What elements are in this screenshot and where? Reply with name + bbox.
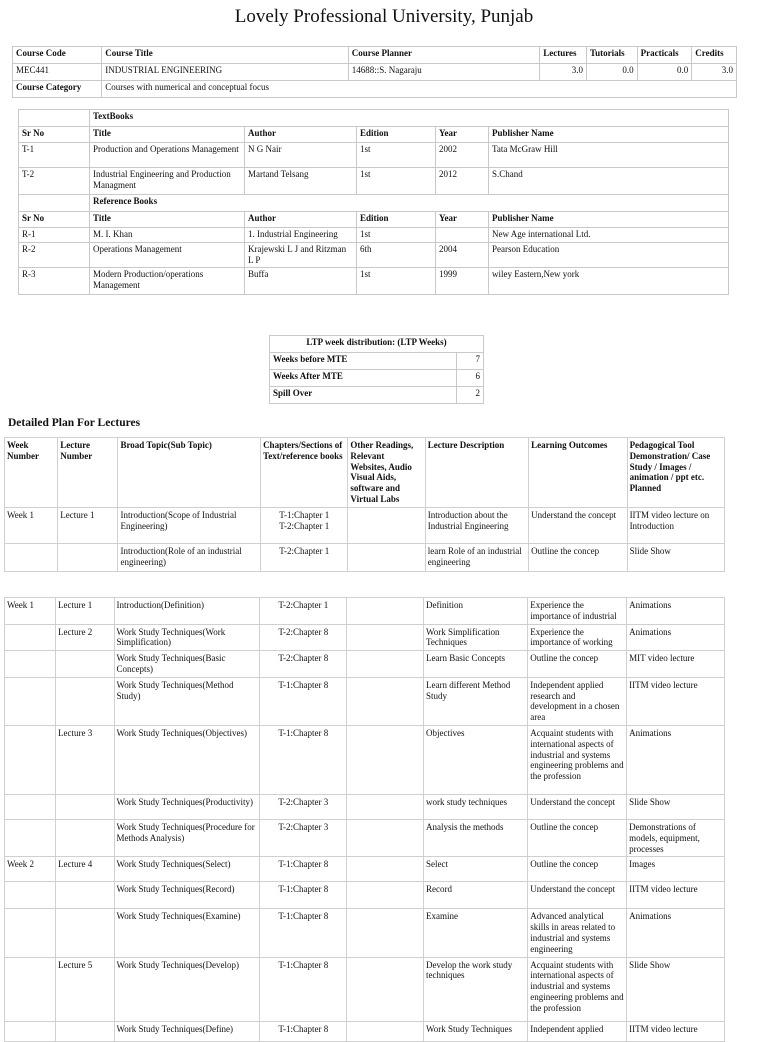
course-category-row xyxy=(13,81,737,98)
col-week-number: Week Number xyxy=(5,438,58,508)
tool-cell: IITM video lecture xyxy=(627,677,725,725)
outcomes-cell: Experience the importance of industrial xyxy=(528,598,627,625)
week-cell xyxy=(5,624,56,651)
topic-cell: Introduction(Scope of Industrial Engineering) xyxy=(118,507,261,543)
table-row xyxy=(5,598,725,625)
topic-cell: Work Study Techniques(Productivity) xyxy=(114,794,260,819)
chapters-cell: T-2:Chapter 8 xyxy=(260,651,347,678)
value-tutorials: 0.0 xyxy=(586,64,637,81)
topic-cell: Work Study Techniques(Develop) xyxy=(114,957,260,1021)
label-credits: Credits xyxy=(692,47,737,64)
course-header-table xyxy=(12,46,737,98)
cell: 1. Industrial Engineering xyxy=(245,228,357,243)
cell: 2004 xyxy=(436,243,489,268)
value-course-planner: 14688::S. Nagaraju xyxy=(348,64,540,81)
chapters-cell: T-2:Chapter 3 xyxy=(260,819,347,856)
table-row xyxy=(5,624,725,651)
cell: R-2 xyxy=(19,243,90,268)
week-cell xyxy=(5,651,56,678)
cell: Buffa xyxy=(245,268,357,295)
table-row xyxy=(270,370,484,387)
outcomes-cell: Understand the concept xyxy=(528,882,627,909)
col-publisher: Publisher Name xyxy=(489,212,729,228)
outcomes-cell: Outline the concep xyxy=(528,651,627,678)
ltp-heading-row xyxy=(270,336,484,353)
empty-cell xyxy=(19,195,90,212)
other-readings-cell xyxy=(347,794,424,819)
value-course-code: MEC441 xyxy=(13,64,102,81)
label-course-planner: Course Planner xyxy=(348,47,540,64)
cell: 1st xyxy=(357,143,436,168)
tool-cell: Slide Show xyxy=(627,543,724,571)
other-readings-cell xyxy=(347,819,424,856)
ltp-table xyxy=(269,335,484,404)
course-header-labels-row xyxy=(13,47,737,64)
description-cell: Objectives xyxy=(423,725,527,794)
outcomes-cell: Understand the concept xyxy=(529,507,627,543)
lecture-cell: Lecture 1 xyxy=(58,507,118,543)
col-pedagogical-tool: Pedagogical Tool Demonstration/ Case Study / Images / animation / ppt etc. Planned xyxy=(627,438,724,508)
cell: New Age international Ltd. xyxy=(489,228,729,243)
reference-columns-row xyxy=(19,212,729,228)
lecture-cell: Lecture 5 xyxy=(56,957,114,1021)
chapters-cell: T-1:Chapter 8 xyxy=(260,857,347,882)
outcomes-cell: Acquaint students with international aspects of industrial and systems engineering problems and the profession xyxy=(528,957,627,1021)
col-year: Year xyxy=(436,127,489,143)
ltp-heading: LTP week distribution: (LTP Weeks) xyxy=(270,336,484,353)
col-lecture-number: Lecture Number xyxy=(58,438,118,508)
col-publisher: Publisher Name xyxy=(489,127,729,143)
cell: Tata McGraw Hill xyxy=(489,143,729,168)
col-other-readings: Other Readings, Relevant Websites, Audio Visual Aids, software and Virtual Labs xyxy=(348,438,425,508)
table-row xyxy=(5,507,725,543)
reference-heading-row xyxy=(19,195,729,212)
col-author: Author xyxy=(245,127,357,143)
table-row xyxy=(19,268,729,295)
week-cell xyxy=(5,794,56,819)
description-cell: Record xyxy=(423,882,527,909)
table-row xyxy=(19,243,729,268)
chapters-cell: T-1:Chapter 8 xyxy=(260,909,347,957)
plan-header-row xyxy=(5,438,725,508)
col-author: Author xyxy=(245,212,357,228)
cell: Modern Production/operations Management xyxy=(90,268,245,295)
description-cell: Examine xyxy=(423,909,527,957)
table-row xyxy=(5,651,725,678)
description-cell: Work Simplification Techniques xyxy=(423,624,527,651)
col-learning-outcomes: Learning Outcomes xyxy=(529,438,627,508)
lecture-cell xyxy=(56,819,114,856)
topic-cell: Work Study Techniques(Record) xyxy=(114,882,260,909)
cell: 1999 xyxy=(436,268,489,295)
col-edition: Edition xyxy=(357,212,436,228)
description-cell: Analysis the methods xyxy=(423,819,527,856)
outcomes-cell: Understand the concept xyxy=(528,794,627,819)
ltp-value: 6 xyxy=(457,370,484,387)
lecture-cell xyxy=(56,909,114,957)
topic-cell: Work Study Techniques(Objectives) xyxy=(114,725,260,794)
cell: 6th xyxy=(357,243,436,268)
table-row xyxy=(5,677,725,725)
cell: Krajewski L J and Ritzman L P xyxy=(245,243,357,268)
ltp-value: 2 xyxy=(457,387,484,404)
outcomes-cell: Experience the importance of working xyxy=(528,624,627,651)
table-row xyxy=(270,353,484,370)
description-cell: Work Study Techniques xyxy=(423,1021,527,1041)
cell: Operations Management xyxy=(90,243,245,268)
lecture-cell: Lecture 3 xyxy=(56,725,114,794)
other-readings-cell xyxy=(347,725,424,794)
topic-cell: Introduction(Role of an industrial engineering) xyxy=(118,543,261,571)
col-broad-topic: Broad Topic(Sub Topic) xyxy=(118,438,261,508)
table-row xyxy=(19,143,729,168)
label-course-title: Course Title xyxy=(102,47,348,64)
ltp-label: Weeks before MTE xyxy=(270,353,457,370)
label-course-category: Course Category xyxy=(13,81,102,98)
week-cell xyxy=(5,882,56,909)
university-title: Lovely Professional University, Punjab xyxy=(234,6,534,27)
table-row xyxy=(5,857,725,882)
cell: 2002 xyxy=(436,143,489,168)
outcomes-cell: Outline the concep xyxy=(528,857,627,882)
week-cell xyxy=(5,957,56,1021)
table-row xyxy=(5,794,725,819)
tool-cell: IITM video lecture xyxy=(627,882,725,909)
description-cell: Introduction about the Industrial Engineering xyxy=(425,507,528,543)
cell: N G Nair xyxy=(245,143,357,168)
cell: 1st xyxy=(357,268,436,295)
table-row xyxy=(5,725,725,794)
other-readings-cell xyxy=(347,857,424,882)
week-cell: Week 1 xyxy=(5,507,58,543)
value-credits: 3.0 xyxy=(692,64,737,81)
tool-cell: Animations xyxy=(627,725,725,794)
textbooks-heading: TextBooks xyxy=(90,110,729,127)
chapters-cell: T-1:Chapter 8 xyxy=(260,1021,347,1041)
outcomes-cell: Acquaint students with international aspects of industrial and systems engineering problems and the profession xyxy=(528,725,627,794)
value-lectures: 3.0 xyxy=(540,64,587,81)
cell: Martand Telsang xyxy=(245,168,357,195)
col-title: Title xyxy=(90,212,245,228)
label-tutorials: Tutorials xyxy=(586,47,637,64)
tool-cell: Animations xyxy=(627,624,725,651)
value-practicals: 0.0 xyxy=(637,64,692,81)
cell xyxy=(436,228,489,243)
col-edition: Edition xyxy=(357,127,436,143)
ltp-label: Spill Over xyxy=(270,387,457,404)
cell: M. I. Khan xyxy=(90,228,245,243)
chapters-cell: T-1:Chapter 8 xyxy=(260,677,347,725)
lecture-cell xyxy=(56,794,114,819)
ltp-value: 7 xyxy=(457,353,484,370)
lecture-cell xyxy=(56,651,114,678)
cell: 2012 xyxy=(436,168,489,195)
col-lecture-description: Lecture Description xyxy=(425,438,528,508)
tool-cell: IITM video lecture xyxy=(627,1021,725,1041)
table-row xyxy=(19,228,729,243)
cell: 1st xyxy=(357,168,436,195)
lecture-cell xyxy=(56,882,114,909)
tool-cell: Animations xyxy=(627,909,725,957)
col-chapters: Chapters/Sections of Text/reference books xyxy=(261,438,348,508)
outcomes-cell: Outline the concep xyxy=(528,819,627,856)
chapters-cell: T-1:Chapter 8 xyxy=(260,725,347,794)
outcomes-cell: Independent applied xyxy=(528,1021,627,1041)
empty-cell xyxy=(19,110,90,127)
tool-cell: Slide Show xyxy=(627,794,725,819)
week-cell xyxy=(5,1021,56,1041)
table-row xyxy=(5,1021,725,1041)
cell: Industrial Engineering and Production Managment xyxy=(90,168,245,195)
lecture-plan-table-1 xyxy=(4,437,725,572)
detailed-plan-heading: Detailed Plan For Lectures xyxy=(8,417,141,429)
cell: T-2 xyxy=(19,168,90,195)
col-year: Year xyxy=(436,212,489,228)
week-cell xyxy=(5,909,56,957)
outcomes-cell: Advanced analytical skills in areas related to industrial and systems engineering xyxy=(528,909,627,957)
other-readings-cell xyxy=(348,543,425,571)
cell: Pearson Education xyxy=(489,243,729,268)
chapters-cell: T-2:Chapter 8 xyxy=(260,624,347,651)
outcomes-cell: Outline the concep xyxy=(529,543,627,571)
other-readings-cell xyxy=(347,957,424,1021)
chapters-cell: T-2:Chapter 1 xyxy=(260,598,347,625)
week-cell: Week 1 xyxy=(5,598,56,625)
outcomes-cell: Independent applied research and development in a chosen area xyxy=(528,677,627,725)
tool-cell: MIT video lecture xyxy=(627,651,725,678)
description-cell: Select xyxy=(423,857,527,882)
cell: 1st xyxy=(357,228,436,243)
lecture-cell xyxy=(58,543,118,571)
topic-cell: Work Study Techniques(Procedure for Methods Analysis) xyxy=(114,819,260,856)
lecture-cell xyxy=(56,677,114,725)
description-cell: work study techniques xyxy=(423,794,527,819)
topic-cell: Work Study Techniques(Examine) xyxy=(114,909,260,957)
topic-cell: Work Study Techniques(Method Study) xyxy=(114,677,260,725)
tool-cell: Slide Show xyxy=(627,957,725,1021)
week-cell xyxy=(5,677,56,725)
col-title: Title xyxy=(90,127,245,143)
lecture-cell: Lecture 4 xyxy=(56,857,114,882)
lecture-cell: Lecture 2 xyxy=(56,624,114,651)
topic-cell: Work Study Techniques(Define) xyxy=(114,1021,260,1041)
topic-cell: Work Study Techniques(Select) xyxy=(114,857,260,882)
lecture-cell xyxy=(56,1021,114,1041)
tool-cell: Demonstrations of models, equipment, processes xyxy=(627,819,725,856)
other-readings-cell xyxy=(347,882,424,909)
chapters-cell: T-1:Chapter 8 xyxy=(260,957,347,1021)
cell: R-3 xyxy=(19,268,90,295)
textbooks-heading-row xyxy=(19,110,729,127)
week-cell xyxy=(5,543,58,571)
other-readings-cell xyxy=(348,507,425,543)
description-cell: Definition xyxy=(423,598,527,625)
chapters-cell: T-1:Chapter 8 xyxy=(260,882,347,909)
chapters-cell: T-2:Chapter 3 xyxy=(260,794,347,819)
cell: T-1 xyxy=(19,143,90,168)
textbooks-columns-row xyxy=(19,127,729,143)
week-cell: Week 2 xyxy=(5,857,56,882)
tool-cell: Animations xyxy=(627,598,725,625)
ltp-label: Weeks After MTE xyxy=(270,370,457,387)
other-readings-cell xyxy=(347,1021,424,1041)
table-row xyxy=(5,909,725,957)
tool-cell: IITM video lecture on Introduction xyxy=(627,507,724,543)
lecture-cell: Lecture 1 xyxy=(56,598,114,625)
description-cell: Learn Basic Concepts xyxy=(423,651,527,678)
other-readings-cell xyxy=(347,624,424,651)
value-course-category: Courses with numerical and conceptual focus xyxy=(102,81,737,98)
books-table xyxy=(18,109,729,295)
chapters-cell: T-2:Chapter 1 xyxy=(261,543,348,571)
course-header-values-row xyxy=(13,64,737,81)
label-course-code: Course Code xyxy=(13,47,102,64)
col-sr-no: Sr No xyxy=(19,212,90,228)
table-row xyxy=(270,387,484,404)
col-sr-no: Sr No xyxy=(19,127,90,143)
other-readings-cell xyxy=(347,909,424,957)
topic-cell: Work Study Techniques(Work Simplification) xyxy=(114,624,260,651)
table-row xyxy=(19,168,729,195)
topic-cell: Work Study Techniques(Basic Concepts) xyxy=(114,651,260,678)
table-row xyxy=(5,819,725,856)
label-practicals: Practicals xyxy=(637,47,692,64)
topic-cell: Introduction(Definition) xyxy=(114,598,260,625)
value-course-title: INDUSTRIAL ENGINEERING xyxy=(102,64,348,81)
table-row xyxy=(5,957,725,1021)
other-readings-cell xyxy=(347,598,424,625)
cell: wiley Eastern,New york xyxy=(489,268,729,295)
cell: S.Chand xyxy=(489,168,729,195)
chapters-cell: T-1:Chapter 1 T-2:Chapter 1 xyxy=(261,507,348,543)
label-lectures: Lectures xyxy=(540,47,587,64)
lecture-plan-table-2 xyxy=(4,597,725,1042)
week-cell xyxy=(5,819,56,856)
description-cell: Develop the work study techniques xyxy=(423,957,527,1021)
description-cell: learn Role of an industrial engineering xyxy=(425,543,528,571)
other-readings-cell xyxy=(347,651,424,678)
tool-cell: Images xyxy=(627,857,725,882)
table-row xyxy=(5,543,725,571)
cell: Production and Operations Management xyxy=(90,143,245,168)
cell: R-1 xyxy=(19,228,90,243)
other-readings-cell xyxy=(347,677,424,725)
reference-books-heading: Reference Books xyxy=(90,195,729,212)
week-cell xyxy=(5,725,56,794)
table-row xyxy=(5,882,725,909)
description-cell: Learn different Method Study xyxy=(423,677,527,725)
